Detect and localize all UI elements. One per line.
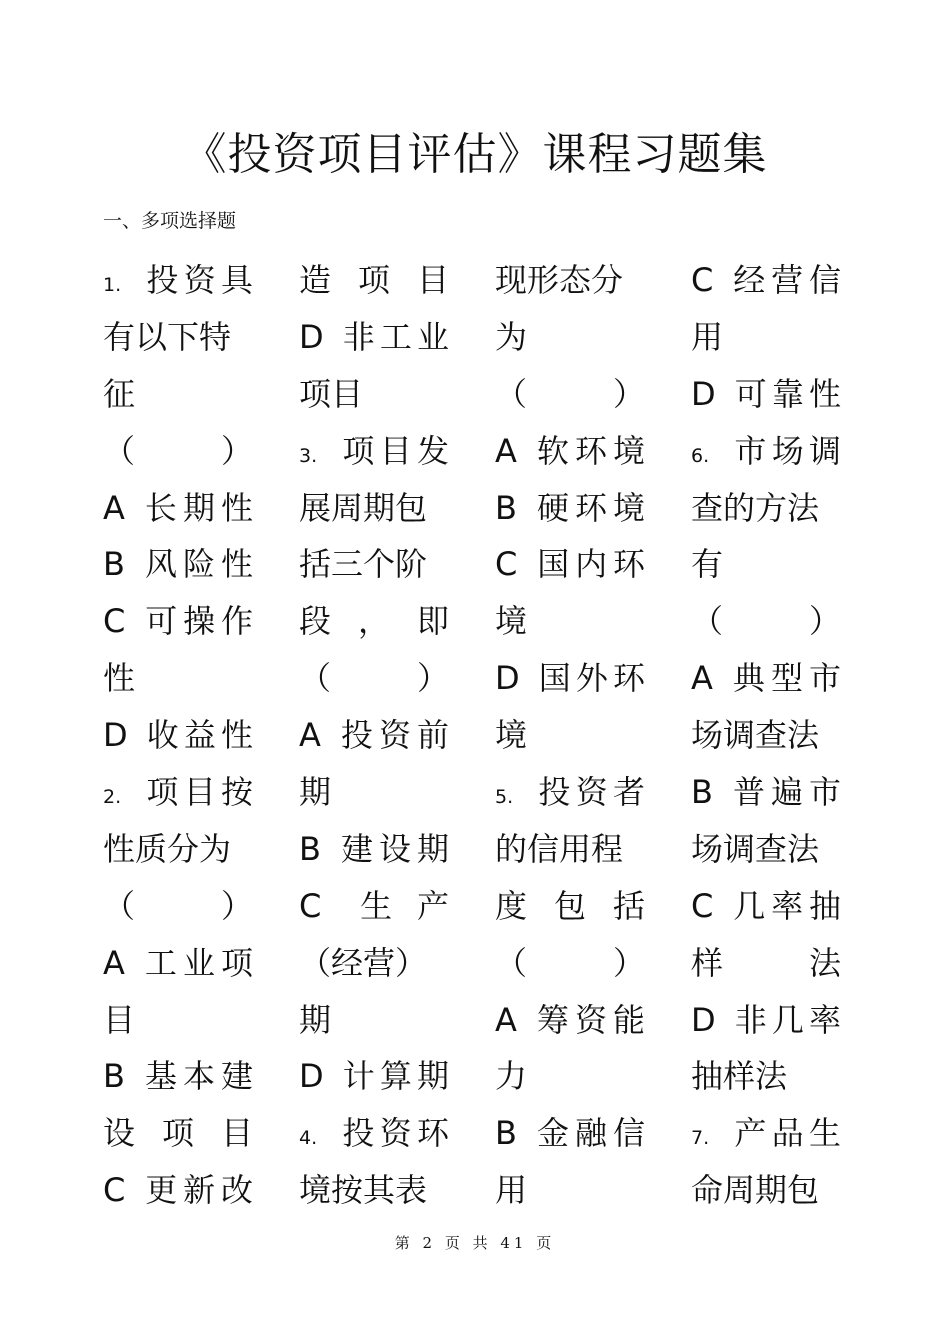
option-letter: A: [495, 431, 517, 470]
option-letter: C: [103, 602, 126, 641]
option-letter: D: [495, 659, 520, 698]
text-line: [495, 423, 645, 480]
answer-blank: （ ）: [103, 886, 253, 925]
line-text: 硬环境: [530, 488, 645, 527]
line-text: 用: [691, 317, 724, 356]
text-column-3: [495, 252, 645, 1219]
text-line: [103, 366, 253, 423]
text-line: [299, 309, 449, 366]
text-line: [103, 1048, 253, 1105]
line-text: 场调查法: [691, 829, 820, 868]
text-line: [691, 1105, 841, 1162]
text-line: [299, 650, 449, 707]
text-line: [299, 423, 449, 480]
text-line: [495, 536, 645, 593]
option-letter: B: [299, 829, 321, 868]
option-letter: B: [495, 1114, 517, 1153]
answer-blank: （ ）: [691, 602, 841, 641]
text-line: [103, 821, 253, 878]
text-line: [691, 878, 841, 935]
text-line: [691, 935, 841, 992]
option-letter: C: [495, 545, 518, 584]
line-text: 设项目: [103, 1114, 253, 1153]
line-text: 投资环: [337, 1114, 449, 1153]
text-line: [495, 593, 645, 650]
line-text: 场调查法: [691, 716, 820, 755]
line-text: 投资前: [334, 716, 449, 755]
line-text: 风险性: [138, 545, 253, 584]
line-text: （经营）: [299, 943, 428, 982]
text-line: [495, 1105, 645, 1162]
option-letter: D: [691, 374, 716, 413]
text-line: [103, 878, 253, 935]
option-letter: C: [299, 886, 322, 925]
line-text: 经营信: [727, 261, 841, 299]
text-line: [299, 878, 449, 935]
text-line: [495, 707, 645, 764]
line-text: 造项目: [299, 261, 449, 299]
text-line: [691, 480, 841, 537]
option-letter: A: [495, 1000, 517, 1039]
page-title: 《投资项目评估》课程习题集: [182, 129, 768, 180]
text-line: [299, 593, 449, 650]
option-letter: D: [691, 1000, 716, 1039]
line-text: 查的方法: [691, 488, 820, 527]
line-text: 国内环: [531, 545, 645, 584]
line-text: 性质分为: [103, 829, 232, 868]
line-text: 几率抽: [727, 886, 841, 925]
text-line: [299, 707, 449, 764]
question-number: 5.: [495, 786, 514, 809]
text-line: [299, 821, 449, 878]
text-column-4: [691, 252, 841, 1219]
question-number: 4.: [299, 1127, 318, 1150]
text-line: [691, 1048, 841, 1105]
option-letter: C: [103, 1171, 126, 1210]
line-text: 的信用程: [495, 829, 624, 868]
line-text: 力: [495, 1057, 528, 1096]
line-text: 目: [103, 1000, 136, 1039]
question-number: 3.: [299, 444, 318, 467]
line-text: 筹资能: [530, 1000, 645, 1039]
text-line: [691, 252, 841, 309]
line-text: 基本建: [138, 1057, 253, 1096]
text-line: [495, 935, 645, 992]
line-text: 非几率: [729, 1000, 841, 1039]
text-line: [103, 593, 253, 650]
section-heading: 一、多项选择题: [103, 210, 237, 232]
option-letter: B: [103, 1057, 125, 1096]
option-letter: B: [495, 488, 517, 527]
question-number: 7.: [691, 1127, 710, 1150]
line-text: 有: [691, 545, 724, 584]
line-text: 收益性: [141, 716, 253, 755]
option-letter: B: [691, 773, 713, 812]
text-line: [103, 423, 253, 480]
line-text: 投资者: [533, 773, 645, 812]
line-text: 境: [495, 602, 528, 641]
option-letter: C: [691, 886, 714, 925]
question-number: 2.: [103, 786, 122, 809]
text-line: [299, 366, 449, 423]
option-letter: D: [299, 317, 324, 356]
question-number: 1.: [103, 274, 122, 296]
text-line: [103, 992, 253, 1049]
line-text: 计算期: [337, 1057, 449, 1096]
text-line: [103, 309, 253, 366]
line-text: 工业项: [138, 943, 253, 982]
text-line: [299, 536, 449, 593]
line-text: 段，即: [299, 602, 449, 641]
text-line: [495, 366, 645, 423]
text-line: [299, 764, 449, 821]
text-line: [495, 878, 645, 935]
line-text: 现形态分: [495, 261, 624, 299]
answer-blank: （ ）: [103, 431, 253, 470]
line-text: 度包括: [495, 886, 645, 925]
text-line: [103, 480, 253, 537]
line-text: 软环境: [530, 431, 645, 470]
line-text: 普遍市: [726, 773, 841, 812]
text-line: [691, 1162, 841, 1219]
line-text: 征: [103, 374, 136, 413]
text-line: [495, 1162, 645, 1219]
line-text: 项目按: [141, 773, 253, 812]
answer-blank: （ ）: [495, 943, 645, 982]
text-line: [691, 536, 841, 593]
line-text: 长期性: [138, 488, 253, 527]
text-line: [691, 992, 841, 1049]
line-text: 性: [103, 659, 136, 698]
text-line: [691, 593, 841, 650]
text-column-1: [103, 252, 253, 1219]
text-line: [691, 423, 841, 480]
line-text: 市场调: [729, 431, 841, 470]
line-text: 项目: [299, 374, 364, 413]
text-line: [691, 821, 841, 878]
option-letter: B: [103, 545, 125, 584]
text-line: [103, 650, 253, 707]
text-line: [495, 821, 645, 878]
text-line: [299, 1162, 449, 1219]
option-letter: A: [103, 488, 125, 527]
page-footer: 第 2 页 共 41 页: [394, 1234, 556, 1252]
answer-blank: （ ）: [495, 374, 645, 413]
option-letter: A: [299, 716, 321, 755]
line-text: 期: [299, 773, 332, 812]
text-line: [299, 480, 449, 537]
text-line: [103, 1162, 253, 1219]
answer-blank: （ ）: [299, 659, 449, 698]
line-text: 非工业: [337, 317, 449, 356]
text-line: [495, 252, 645, 309]
line-text: 用: [495, 1171, 528, 1210]
line-text: 典型市: [726, 659, 841, 698]
text-line: [691, 707, 841, 764]
text-line: [495, 992, 645, 1049]
line-text: 更新改: [139, 1171, 253, 1210]
line-text: 项目发: [337, 431, 449, 470]
line-text: 境: [495, 716, 528, 755]
text-line: [495, 650, 645, 707]
text-line: [103, 1105, 253, 1162]
line-text: 展周期包: [299, 488, 428, 527]
line-text: 投资具: [141, 261, 253, 299]
line-text: 生产: [335, 886, 449, 925]
text-line: [691, 650, 841, 707]
text-line: [299, 1105, 449, 1162]
text-line: [691, 366, 841, 423]
line-text: 为: [495, 317, 528, 356]
option-letter: A: [691, 659, 713, 698]
text-line: [691, 309, 841, 366]
text-line: [103, 707, 253, 764]
line-text: 产品生: [729, 1114, 841, 1153]
question-number: 6.: [691, 444, 710, 467]
option-letter: C: [691, 261, 714, 299]
line-text: 可靠性: [729, 374, 841, 413]
line-text: 金融信: [530, 1114, 645, 1153]
text-line: [495, 764, 645, 821]
line-text: 命周期包: [691, 1171, 820, 1210]
line-text: 括三个阶: [299, 545, 428, 584]
line-text: 抽样法: [691, 1057, 788, 1096]
text-line: [299, 992, 449, 1049]
option-letter: D: [103, 716, 128, 755]
option-letter: D: [299, 1057, 324, 1096]
text-line: [299, 252, 449, 309]
line-text: 境按其表: [299, 1171, 428, 1210]
line-text: 样法: [691, 943, 841, 982]
text-line: [103, 536, 253, 593]
text-line: [103, 764, 253, 821]
text-line: [495, 1048, 645, 1105]
line-text: 国外环: [533, 659, 645, 698]
text-line: [103, 252, 253, 309]
text-column-2: [299, 252, 449, 1219]
line-text: 有以下特: [103, 317, 232, 356]
text-line: [691, 764, 841, 821]
text-line: [495, 309, 645, 366]
line-text: 可操作: [139, 602, 253, 641]
text-line: [103, 935, 253, 992]
text-line: [299, 935, 449, 992]
text-line: [299, 1048, 449, 1105]
line-text: 建设期: [334, 829, 449, 868]
line-text: 期: [299, 1000, 332, 1039]
text-line: [495, 480, 645, 537]
option-letter: A: [103, 943, 125, 982]
